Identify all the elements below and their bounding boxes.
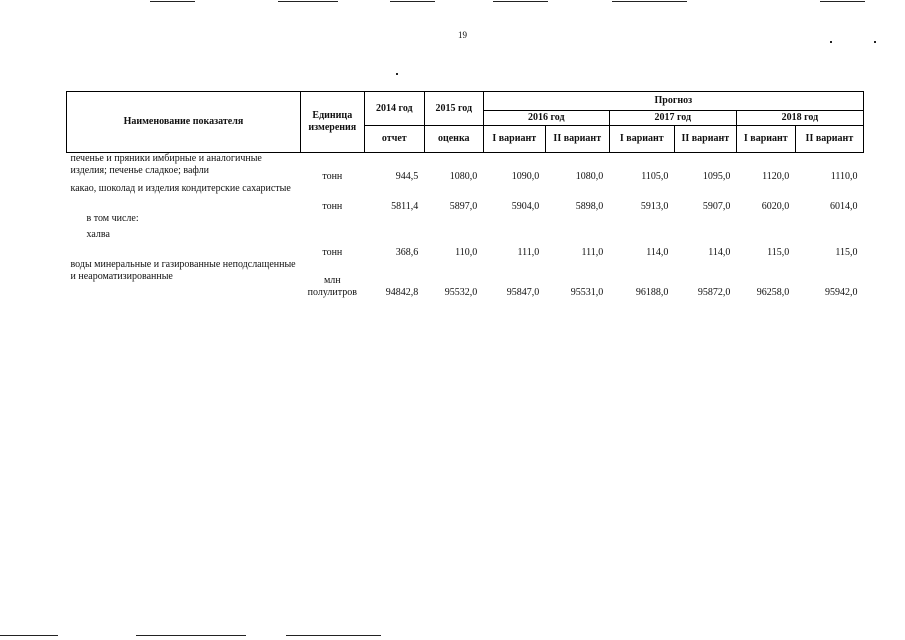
table-row (67, 229, 864, 259)
scan-artifact-line (390, 1, 435, 2)
value-cell: 5904,0 (511, 200, 540, 212)
row-name: печенье и пряники имбирные и аналогичные изделия; печенье сладкое; вафли (70, 153, 262, 176)
row-name: воды минеральные и газированные неподслащенные и неароматизированные (70, 258, 296, 282)
value-cell: 1120,0 (762, 170, 790, 182)
header-2018: 2018 год (736, 111, 863, 126)
value-cell: 110,0 (455, 246, 478, 258)
value-cell: 1090,0 (511, 170, 540, 182)
scan-artifact-dot (874, 41, 876, 43)
value-cell: 115,0 (767, 246, 790, 258)
row-unit: тонн (322, 200, 343, 212)
header-unit: Единица измерения (300, 92, 364, 153)
scan-artifact-line (612, 1, 687, 2)
row-unit (300, 213, 364, 229)
value-cell: 5913,0 (640, 200, 669, 212)
value-cell: 5907,0 (702, 200, 731, 212)
scan-artifact-line (286, 635, 381, 636)
value-cell (609, 213, 674, 229)
value-cell (483, 213, 545, 229)
value-cell: 368,6 (395, 246, 419, 258)
scan-artifact-line (0, 635, 58, 636)
value-cell: 95847,0 (506, 286, 540, 298)
scan-artifact-line (493, 1, 548, 2)
value-cell: 95942,0 (825, 286, 858, 298)
value-cell: 95531,0 (570, 286, 604, 298)
value-cell: 6020,0 (761, 200, 790, 212)
value-cell: 111,0 (517, 246, 540, 258)
table-row (67, 183, 864, 213)
row-unit: млн полулитров (307, 274, 357, 298)
value-cell: 96258,0 (756, 286, 790, 298)
header-forecast: Прогноз (483, 92, 863, 111)
value-cell: 6014,0 (830, 200, 858, 212)
table-row (67, 213, 864, 229)
table-row (67, 259, 864, 299)
header-2015: 2015 год (424, 92, 483, 126)
header-estimate: оценка (424, 126, 483, 153)
header-2018-variant2: II вариант (795, 126, 863, 153)
value-cell (674, 213, 736, 229)
header-2017: 2017 год (609, 111, 736, 126)
row-name: халва (86, 228, 110, 240)
value-cell: 115,0 (835, 246, 858, 258)
value-cell: 1080,0 (449, 170, 478, 182)
row-name: какао, шоколад и изделия кондитерские сахаристые (70, 182, 291, 194)
value-cell: 114,0 (646, 246, 669, 258)
value-cell: 944,5 (395, 170, 419, 182)
header-2017-variant1: I вариант (609, 126, 674, 153)
scan-artifact-dot (396, 73, 398, 75)
value-cell (424, 213, 483, 229)
value-cell (795, 213, 863, 229)
header-indicator: Наименование показателя (67, 92, 301, 153)
value-cell: 1105,0 (641, 170, 669, 182)
value-cell (364, 213, 424, 229)
value-cell: 95532,0 (444, 286, 478, 298)
table-row (67, 153, 864, 183)
header-2016: 2016 год (483, 111, 609, 126)
scan-artifact-line (150, 1, 195, 2)
header-2016-variant2: II вариант (545, 126, 609, 153)
header-2018-variant1: I вариант (736, 126, 795, 153)
scan-artifact-dot (830, 41, 832, 43)
header-2017-variant2: II вариант (674, 126, 736, 153)
value-cell: 1080,0 (575, 170, 604, 182)
value-cell: 5811,4 (391, 200, 419, 212)
forecast-table (66, 91, 864, 299)
page-number: 19 (458, 30, 467, 40)
value-cell (736, 213, 795, 229)
value-cell: 96188,0 (635, 286, 669, 298)
value-cell (545, 213, 609, 229)
value-cell: 1110,0 (830, 170, 858, 182)
header-2014: 2014 год (364, 92, 424, 126)
value-cell: 114,0 (708, 246, 731, 258)
scan-artifact-line (820, 1, 865, 2)
row-unit: тонн (322, 170, 343, 182)
header-report: отчет (364, 126, 424, 153)
row-unit: тонн (322, 246, 343, 258)
header-2016-variant1: I вариант (483, 126, 545, 153)
row-name: в том числе: (86, 212, 139, 224)
value-cell: 111,0 (581, 246, 604, 258)
scan-artifact-line (136, 635, 246, 636)
value-cell: 1095,0 (702, 170, 731, 182)
value-cell: 94842,8 (385, 286, 419, 298)
value-cell: 5898,0 (575, 200, 604, 212)
scan-artifact-line (278, 1, 338, 2)
value-cell: 5897,0 (449, 200, 478, 212)
value-cell: 95872,0 (697, 286, 731, 298)
